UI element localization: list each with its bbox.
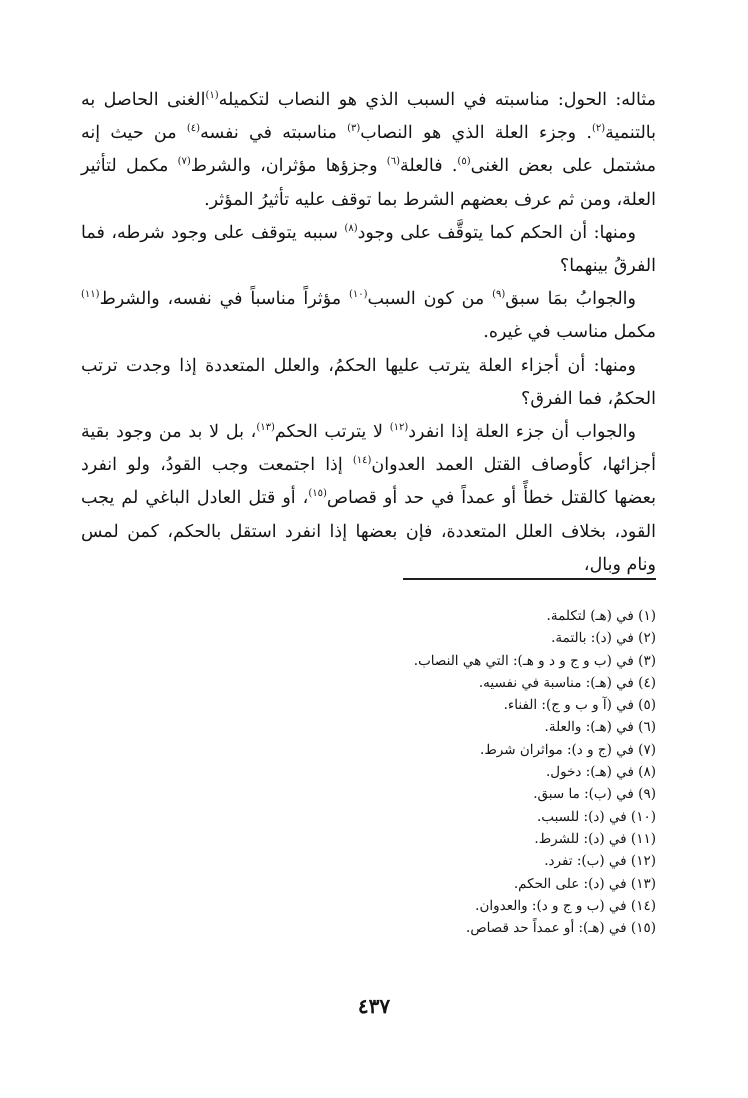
footnote-ref: (١٣) <box>256 422 275 434</box>
footnote-ref: (١٢) <box>389 422 409 434</box>
footnote-ref: (٤) <box>186 123 201 135</box>
text-run: والجوابُ بمَا سبق <box>505 289 636 310</box>
text-run: من حيث إنه مشتمل على بعض الغنى <box>81 123 656 177</box>
text-run: ومنها: أن أجزاء العلة يترتب عليها الحكمُ، والعلل المتعددة إذا وجدت ترتب الحكمُ، فما الفرق؟ <box>81 355 656 409</box>
footnote-item: (٦) في (هـ): والعلة. <box>544 719 656 736</box>
text-run: . فالعلة <box>399 156 458 177</box>
footnote-ref: (٣) <box>347 123 361 135</box>
footnote-ref: (١٥) <box>308 488 327 500</box>
footnote-item: (٩) في (ب): ما سبق. <box>533 786 656 803</box>
footnote-item: (١٤) في (ب و ج و د): والعدوان. <box>475 897 656 914</box>
footnote-item: (٨) في (هـ): دخول. <box>546 764 656 781</box>
footnote-ref: (١١) <box>81 289 100 301</box>
footnote-item: (٥) في (آ و ب و ج): الفناء. <box>503 697 656 714</box>
footnote-item: (١٥) في (هـ): أو عمداً حد قصاص. <box>466 920 656 937</box>
footnote-ref: (٥) <box>457 156 471 168</box>
text-run: ، أو قتل العادل الباغي لم يجب القود، بخلاف العلل المتعددة، فإن بعضها إذا انفرد استقل بالحكم، كمن لمس ونام وبال، <box>81 488 656 575</box>
footnote-ref: (٩) <box>492 289 506 301</box>
footnote-item: (٣) في (ب و ج و د و هـ): التي هي النصاب. <box>413 652 656 669</box>
text-run: مثاله: الحول: مناسبته في السبب الذي هو النصاب لتكميله <box>218 90 656 110</box>
footnote-ref: (١٠) <box>348 289 368 301</box>
footnote-item: (٤) في (هـ): مناسبة في نفسيه. <box>478 674 656 691</box>
footnotes-list <box>81 605 656 939</box>
text-run: ومنها: أن الحكم كما يتوقَّف على وجود <box>357 222 636 243</box>
text-run: إذا اجتمعت وجب القودُ، ولو انفرد بعضها كالقتل خطأً أو عمداً في حد أو قصاص <box>81 455 656 509</box>
footnote-ref: (٢) <box>591 123 606 135</box>
footnote-ref: (٦) <box>386 156 400 168</box>
footnote-separator <box>403 578 656 580</box>
text-run: مكمل مناسب في غيره. <box>483 322 656 343</box>
text-run: مكمل لتأثير العلة، ومن ثم عرف بعضهم الشرط بما توقف عليه تأثيرُ المؤثر. <box>81 156 656 210</box>
main-text-block <box>81 84 656 582</box>
body-paragraph <box>81 350 656 416</box>
footnote-item: (١١) في (د): للشرط. <box>534 830 656 847</box>
footnote-item: (١) في (هـ) لتكلمة. <box>546 608 656 624</box>
body-paragraph <box>81 84 656 217</box>
footnote-ref: (١) <box>205 90 219 101</box>
body-paragraph <box>81 217 656 283</box>
footnote-item: (٢) في (د): بالتمة. <box>551 630 656 647</box>
body-paragraph <box>81 416 656 582</box>
footnote-ref: (٨) <box>344 222 358 234</box>
body-paragraph <box>81 283 656 349</box>
footnote-item: (١٠) في (د): للسبب. <box>537 808 656 825</box>
text-run: وجزؤها مؤثران، والشرط <box>190 156 387 177</box>
text-run: الغنى الحاصل به بالتنمية <box>81 90 657 144</box>
footnote-item: (١٢) في (ب): تفرد. <box>544 853 656 870</box>
footnote-ref: (٧) <box>177 156 191 168</box>
text-run: سببه يتوقف على وجود شرطه، فما الفرقُ بينهما؟ <box>81 222 656 277</box>
text-run: لا يترتب الحكم <box>274 422 390 443</box>
footnote-item: (١٣) في (د): على الحكم. <box>513 875 656 892</box>
text-run: مناسبته في نفسه <box>200 123 348 144</box>
footnote-item: (٧) في (ج و د): مواثران شرط. <box>480 741 656 758</box>
text-run: مؤثراً مناسباً في نفسه، والشرط <box>99 289 349 310</box>
footnote-ref: (١٤) <box>352 455 372 467</box>
text-run: ، بل لا بد من وجود بقية أجزائها، كأوصاف القتل العمد العدوان <box>81 422 656 476</box>
page-number: ٤٣٧ <box>357 994 391 1018</box>
text-run: والجواب أن جزء العلة إذا انفرد <box>408 422 636 443</box>
text-run: من كون السبب <box>367 289 493 310</box>
text-run: . وجزء العلة الذي هو النصاب <box>360 123 592 144</box>
